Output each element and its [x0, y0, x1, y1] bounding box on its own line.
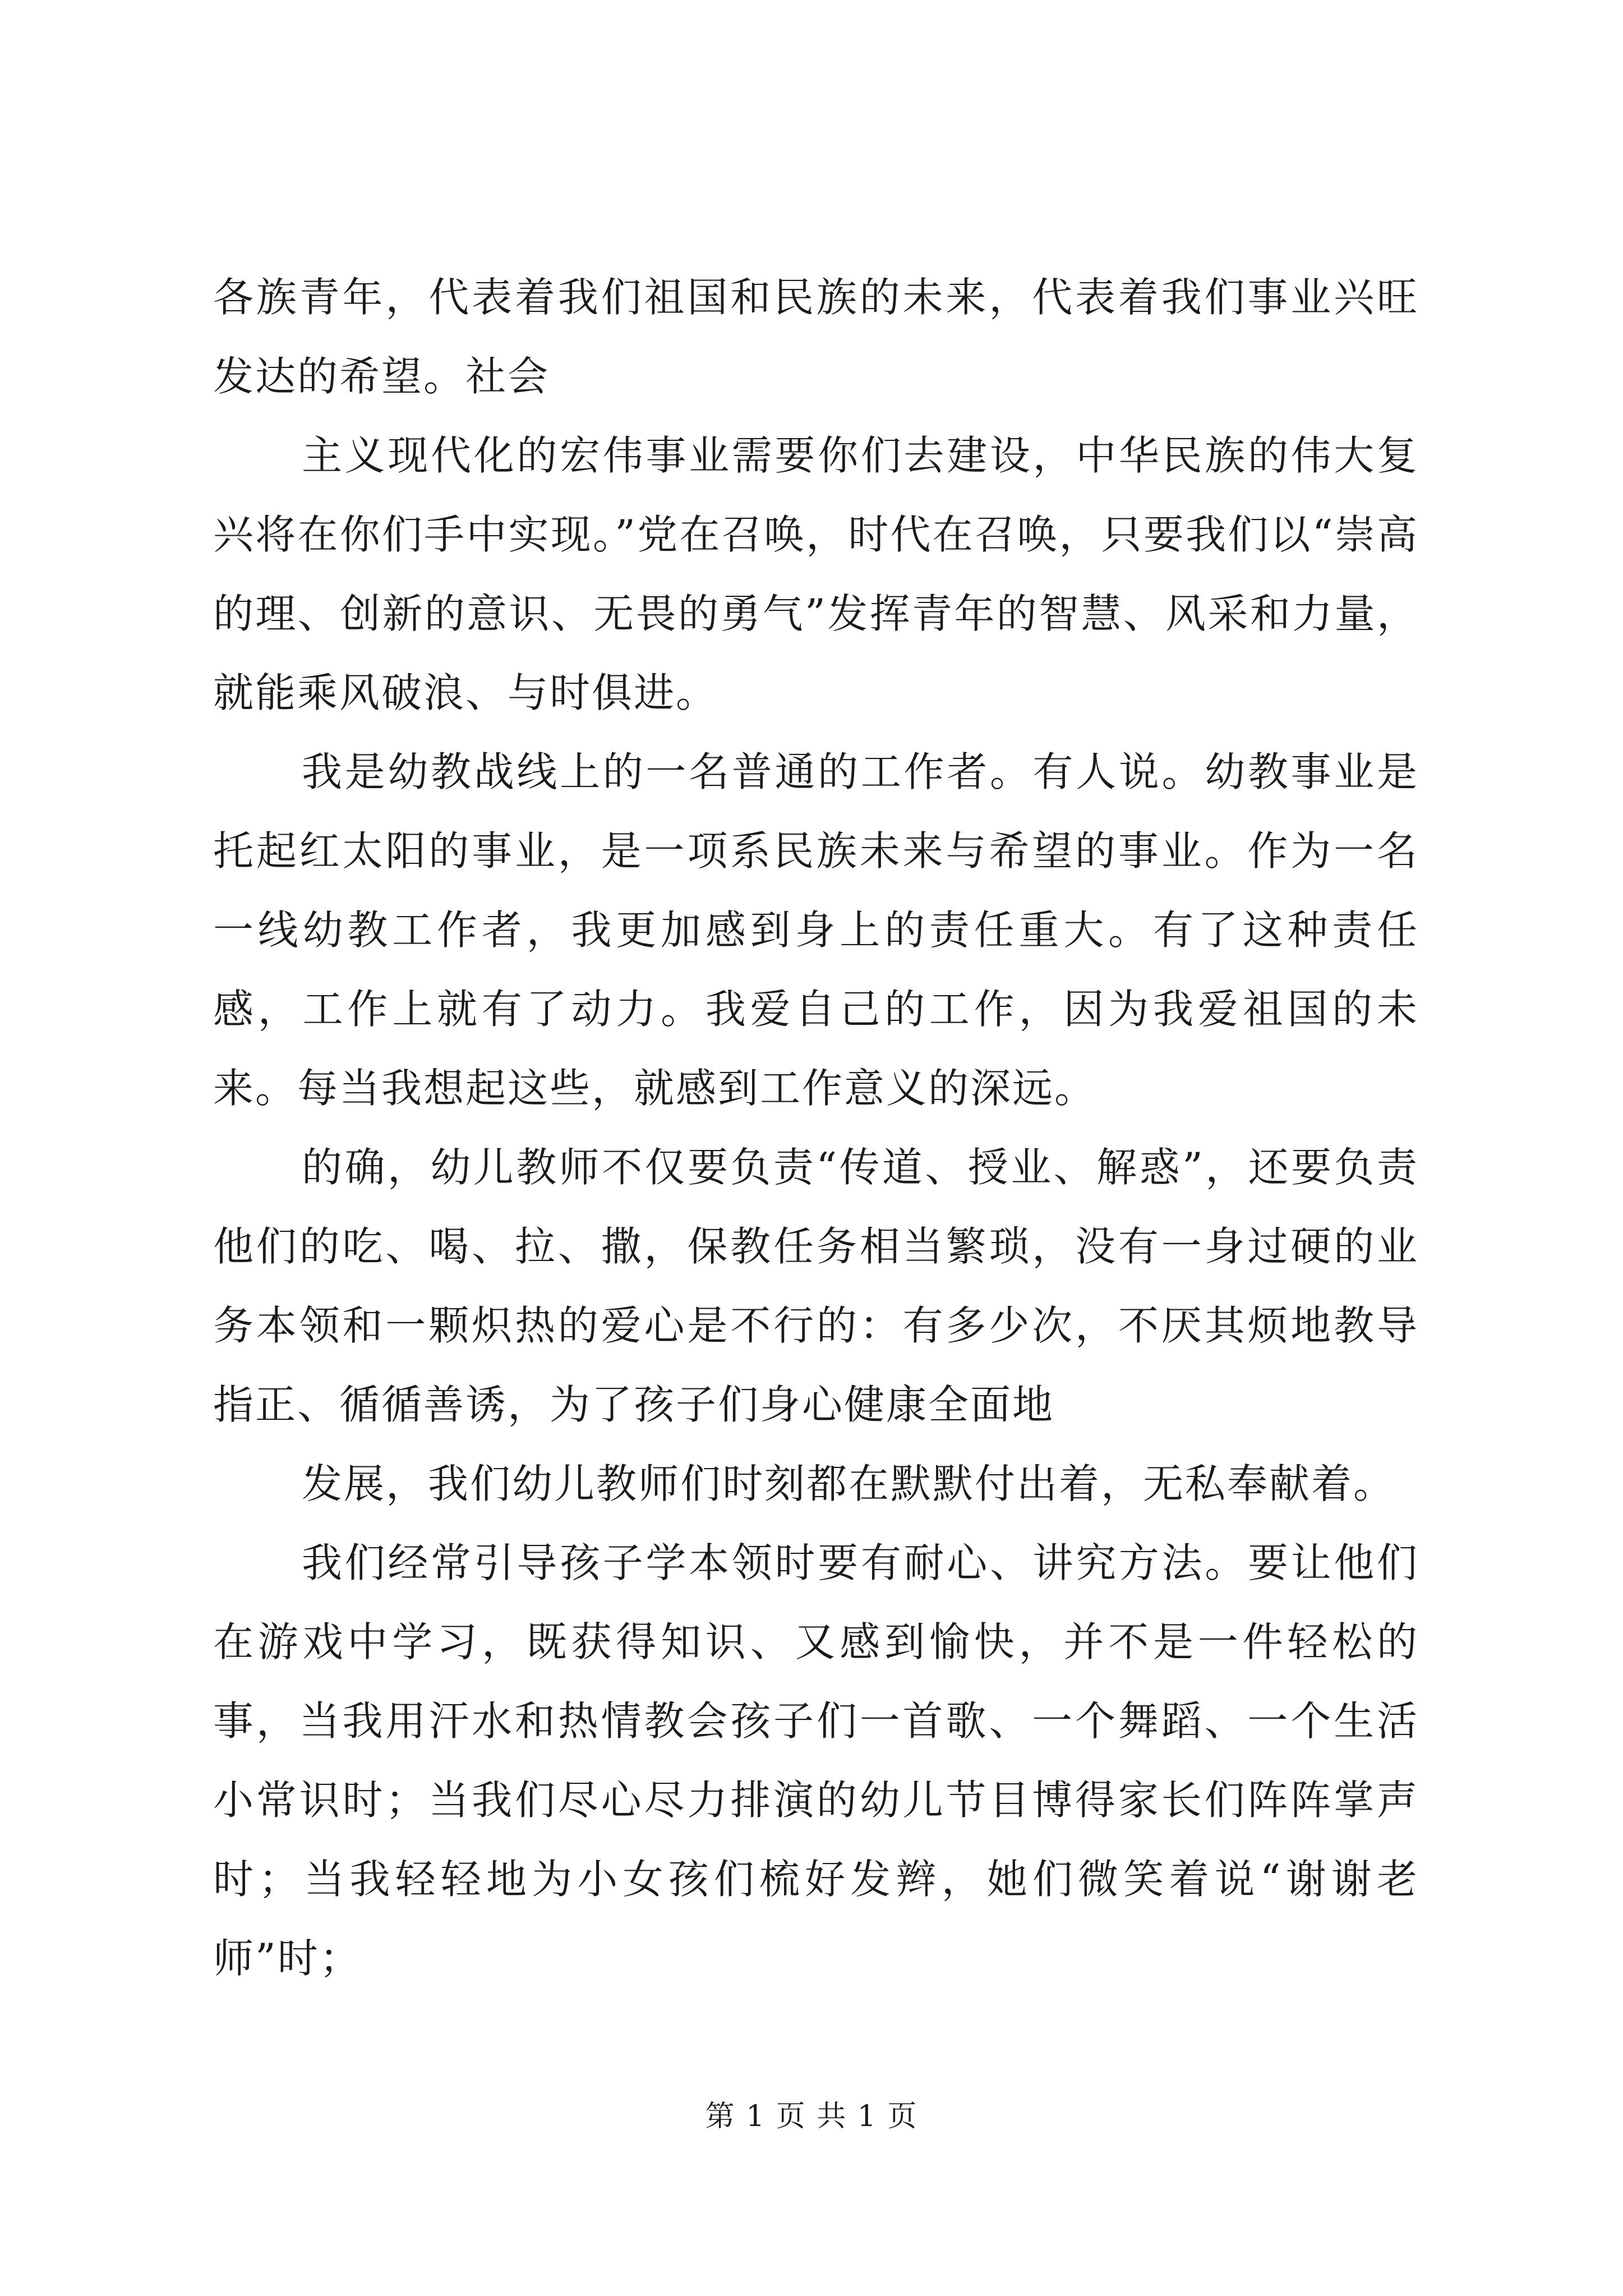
paragraph-5: 发展，我们幼儿教师们时刻都在默默付出着，无私奉献着。 — [302, 1460, 1396, 1507]
page-footer: 第 1 页 共 1 页 — [705, 2100, 918, 2133]
paragraph-3: 我是幼教战线上的一名普通的工作者。有人说。幼教事业是托起红太阳的事业，是一项系民族未来与希望的事业。作为一名一线幼教工作者，我更加感到身上的责任重大。有了这种责任感，工作上就有了动力。我爱自己的工作，因为我爱祖国的未来。每当我想起这些，就感到工作意义的深远。 — [213, 748, 1419, 1112]
paragraph-2: 主义现代化的宏伟事业需要你们去建设，中华民族的伟大复兴将在你们手中实现。”党在召唤，时代在召唤，只要我们以“崇高的理、创新的意识、无畏的勇气”发挥青年的智慧、风采和力量，就能乘风破浪、与时俱进。 — [213, 432, 1419, 716]
paragraph-1: 各族青年，代表着我们祖国和民族的未来，代表着我们事业兴旺发达的希望。社会 — [213, 274, 1419, 400]
paragraph-4: 的确，幼儿教师不仅要负责“传道、授业、解惑”，还要负责他们的吃、喝、拉、撒，保教任务相当繁琐，没有一身过硬的业务本领和一颗炽热的爱心是不行的：有多少次，不厌其烦地教导指正、循循善诱，为了孩子们身心健康全面地 — [213, 1144, 1419, 1428]
paragraph-6: 我们经常引导孩子学本领时要有耐心、讲究方法。要让他们在游戏中学习，既获得知识、又感到愉快，并不是一件轻松的事，当我用汗水和热情教会孩子们一首歌、一个舞蹈、一个生活小常识时；当我们尽心尽力排演的幼儿节目博得家长们阵阵掌声时；当我轻轻地为小女孩们梳好发辫，她们微笑着说“谢谢老师”时； — [213, 1539, 1419, 1982]
document-body — [213, 258, 1419, 1998]
